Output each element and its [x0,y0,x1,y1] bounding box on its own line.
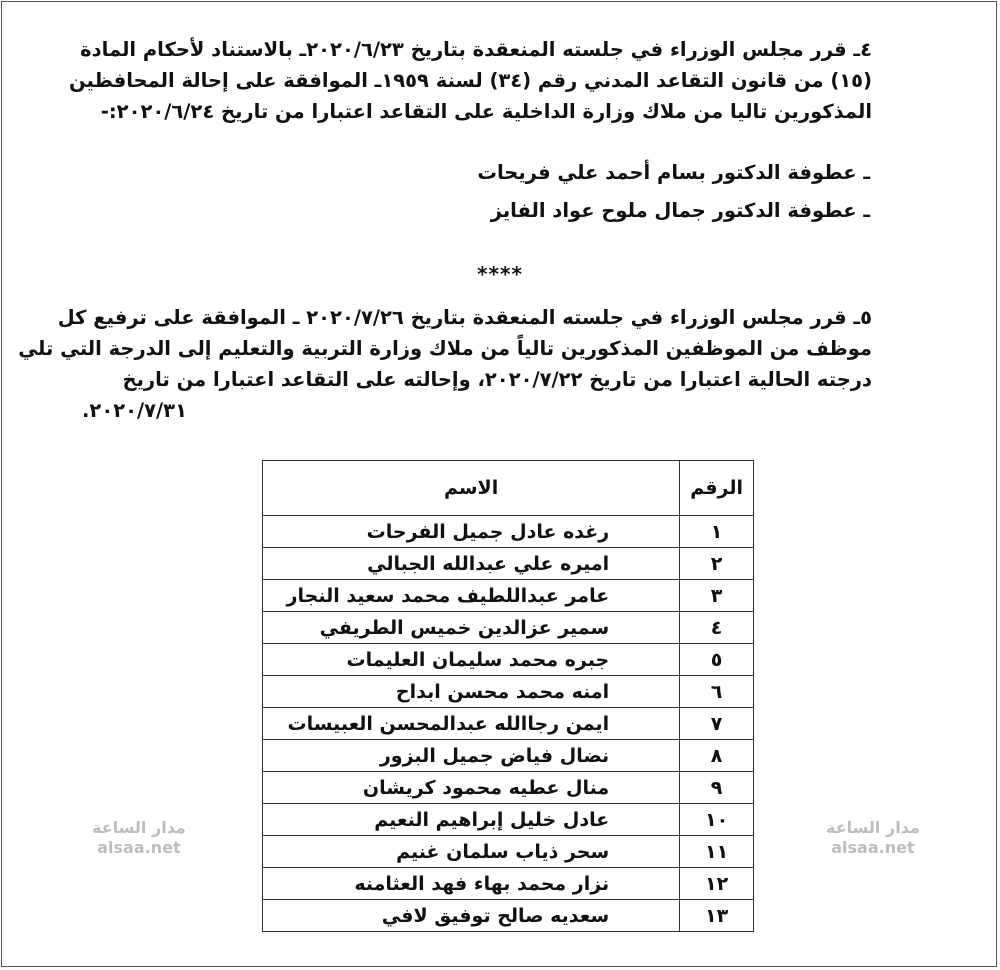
row-name: نزار محمد بهاء فهد العثامنه [263,868,680,900]
header-name: الاسم [263,461,680,516]
item-5-line-4: ٢٠٢٠/٧/٣١. [82,399,187,422]
watermark-left [92,818,186,858]
row-number: ١٠ [680,804,754,836]
row-name: جبره محمد سليمان العليمات [263,644,680,676]
section-separator: **** [477,262,523,286]
item-4-paragraph [68,34,872,127]
item-4-bullet-1: ـ عطوفة الدكتور بسام أحمد علي فريحات [477,161,870,184]
table-row [263,516,754,548]
row-number: ٢ [680,548,754,580]
item-5-line-3: درجته الحالية اعتبارا من تاريخ ٢٠٢٠/٧/٢٢، وإحالته على التقاعد اعتبارا من تاريخ [122,368,872,391]
item-4-line-1: ٤ـ قرر مجلس الوزراء في جلسته المنعقدة بتاريخ ٢٠٢٠/٦/٢٣ـ بالاستناد لأحكام المادة [80,38,872,61]
row-number: ١٢ [680,868,754,900]
employees-table [262,460,754,932]
row-name: اميره علي عبدالله الجبالي [263,548,680,580]
row-number: ٩ [680,772,754,804]
item-4-line-3: المذكورين تاليا من ملاك وزارة الداخلية على التقاعد اعتبارا من تاريخ ٢٠٢٠/٦/٢٤:- [100,100,872,123]
table-row [263,740,754,772]
table-row [263,772,754,804]
table-row [263,676,754,708]
watermark-latin: alsaa.net [831,838,915,857]
table-row [263,580,754,612]
row-number: ١ [680,516,754,548]
watermark-right [826,818,920,858]
row-number: ٦ [680,676,754,708]
row-number: ٥ [680,644,754,676]
item-5-line-2: موظف من الموظفين المذكورين تالياً من ملاك وزارة التربية والتعليم إلى الدرجة التي تلي [18,337,872,360]
table-row [263,868,754,900]
row-number: ٨ [680,740,754,772]
item-5-line-1: ٥ـ قرر مجلس الوزراء في جلسته المنعقدة بتاريخ ٢٠٢٠/٧/٢٦ ـ الموافقة على ترفيع كل [57,306,872,329]
row-name: ايمن رجاالله عبدالمحسن العبيسات [263,708,680,740]
row-number: ١٣ [680,900,754,932]
row-number: ٧ [680,708,754,740]
row-number: ٤ [680,612,754,644]
header-number: الرقم [680,461,754,516]
row-name: سحر ذياب سلمان غنيم [263,836,680,868]
row-name: امنه محمد محسن ابداح [263,676,680,708]
table-row [263,612,754,644]
watermark-arabic: مدار الساعة [826,818,920,837]
row-name: سمير عزالدين خميس الطريفي [263,612,680,644]
row-number: ٣ [680,580,754,612]
item-4-line-2: (١٥) من قانون التقاعد المدني رقم (٣٤) لسنة ١٩٥٩ـ الموافقة على إحالة المحافظين [68,69,872,92]
item-4-bullet-2: ـ عطوفة الدكتور جمال ملوح عواد الفايز [490,199,870,222]
table-header-row [263,461,754,516]
row-number: ١١ [680,836,754,868]
table-row [263,804,754,836]
row-name: منال عطيه محمود كريشان [263,772,680,804]
item-5-paragraph [18,302,872,426]
table-row [263,548,754,580]
table-row [263,644,754,676]
row-name: عادل خليل إبراهيم النعيم [263,804,680,836]
watermark-arabic: مدار الساعة [92,818,186,837]
table-row [263,708,754,740]
watermark-latin: alsaa.net [97,838,181,857]
row-name: رغده عادل جميل الفرحات [263,516,680,548]
row-name: عامر عبداللطيف محمد سعيد النجار [263,580,680,612]
row-name: نضال فياض جميل البزور [263,740,680,772]
row-name: سعديه صالح توفيق لافي [263,900,680,932]
table-row [263,836,754,868]
table-row [263,900,754,932]
